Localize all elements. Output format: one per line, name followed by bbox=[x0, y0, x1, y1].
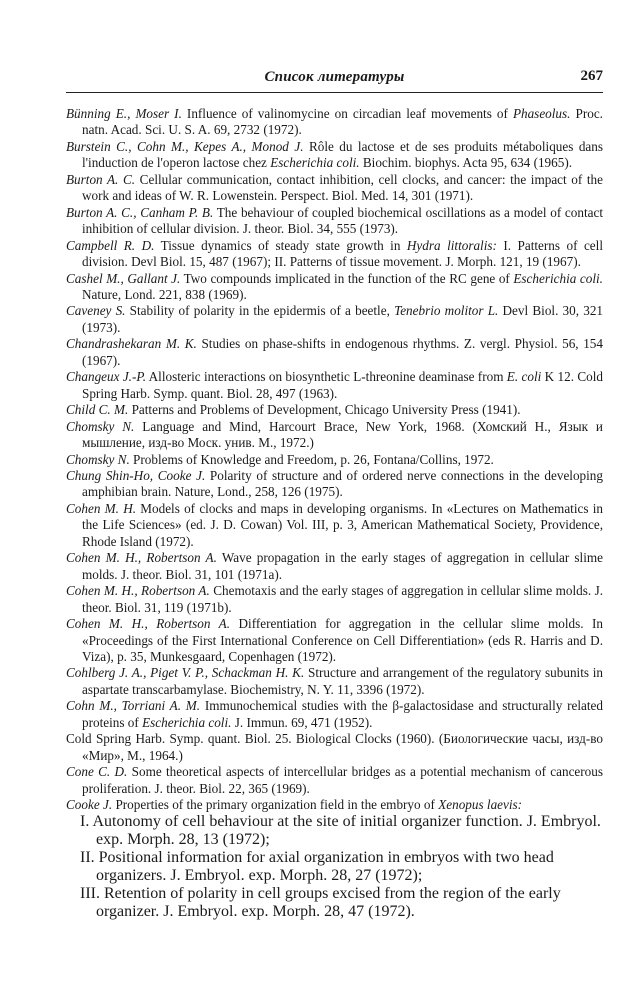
reference-entry: Cold Spring Harb. Symp. quant. Biol. 25. Biological Clocks (1960). (Биологические часы, изд-во «Мир», М., 1964.) bbox=[66, 731, 603, 763]
reference-entry: Caveney S. Stability of polarity in the epidermis of a beetle, Tenebrio molitor L. Devl Biol. 30, 321 (1973). bbox=[66, 303, 604, 335]
reference-entry: Cohen M. H., Robertson A. Wave propagation in the early stages of aggregation in cellular slime molds. J. theor. Biol. 31, 101 (1971a). bbox=[66, 550, 603, 582]
reference-entry: Chung Shin-Ho, Cooke J. Polarity of structure and of ordered nerve connections in the developing amphibian brain. Nature, Lond., 258, 126 (1975). bbox=[66, 467, 603, 500]
reference-entry: Cohn M., Torriani A. M. Immunochemical studies with the β-galactosidase and structurally related proteins of Escherichia coli. J. Immun. 69, 471 (1952). bbox=[66, 698, 603, 730]
reference-entry: Cohlberg J. A., Piget V. P., Schackman H. K. Structure and arrangement of the regulatory subunits in aspartate transcarbamylase. Biochemistry, N. Y. 11, 3396 (1972). bbox=[66, 665, 603, 697]
reference-entry: Bünning E., Moser I. Influence of valinomycine on circadian leaf movements of Phaseolus. Proc. natn. Acad. Sci. U. S. A. 69, 2732 (1972). bbox=[66, 106, 603, 138]
reference-entry: Cooke J. Properties of the primary organization field in the embryo of Xenopus laevis: bbox=[66, 797, 523, 813]
reference-entry: Cashel M., Gallant J. Two compounds implicated in the function of the RC gene of Escherichia coli. Nature, Lond. 221, 838 (1969). bbox=[66, 270, 603, 302]
reference-entry: Cohen M. H., Robertson A. Chemotaxis and the early stages of aggregation in cellular slime molds. J. theor. Biol. 31, 119 (1971b). bbox=[66, 583, 603, 615]
reference-entry: Chomsky N. Problems of Knowledge and Freedom, p. 26, Fontana/Collins, 1972. bbox=[66, 451, 494, 467]
reference-entry: Child C. M. Patterns and Problems of Development, Chicago University Press (1941). bbox=[66, 402, 521, 418]
reference-list bbox=[66, 106, 603, 921]
reference-entry: Burstein C., Cohn M., Kepes A., Monod J. Rôle du lactose et de ses produits métaboliques dans l'induction de l'operon lactose chez Escherichia coli. Biochim. biophys. Acta 95, 634 (1965). bbox=[66, 138, 603, 171]
reference-entry: Cohen M. H. Models of clocks and maps in developing organisms. In «Lectures on Mathematics in the Life Sciences» (ed. J. D. Cowan) Vol. III, p. 3, American Mathematical Society, Providence, Rhode Island (1972). bbox=[66, 500, 603, 549]
reference-entry: Chandrashekaran M. K. Studies on phase-shifts in endogenous rhythms. Z. vergl. Physiol. 56, 154 (1967). bbox=[66, 336, 603, 368]
reference-entry: Campbell R. D. Tissue dynamics of steady state growth in Hydra littoralis: I. Patterns of cell division. Devl Biol. 15, 487 (1967); II. Patterns of tissue movement. J. Morph. 121, 19 (1967). bbox=[66, 237, 603, 270]
reference-subpart: I. Autonomy of cell behaviour at the site of initial organizer function. J. Embryol. exp. Morph. 28, 13 (1972); bbox=[80, 813, 601, 849]
page-number: 267 bbox=[580, 68, 603, 84]
reference-entry: Cone C. D. Some theoretical aspects of intercellular bridges as a potential mechanism of cancerous proliferation. J. theor. Biol. 22, 365 (1969). bbox=[66, 764, 603, 796]
reference-subpart: III. Retention of polarity in cell groups excised from the region of the early organizer. J. Embryol. exp. Morph. 28, 47 (1972). bbox=[80, 885, 561, 921]
reference-subpart: II. Positional information for axial organization in embryos with two head organizers. J. Embryol. exp. Morph. 28, 27 (1972); bbox=[80, 849, 554, 885]
reference-entry: Burton A. C. Cellular communication, contact inhibition, cell clocks, and cancer: the impact of the work and ideas of W. R. Lowenstein. Perspect. Biol. Med. 14, 301 (1971). bbox=[66, 171, 603, 204]
reference-entry: Chomsky N. Language and Mind, Harcourt Brace, New York, 1968. (Хомский Н., Язык и мышление, изд-во Моск. унив. М., 1972.) bbox=[66, 418, 603, 451]
section-title: Список литературы bbox=[264, 69, 405, 85]
reference-entry: Cohen M. H., Robertson A. Differentiation for aggregation in the cellular slime molds. In «Proceedings of the First International Conference on Cell Differentiation» (eds R. Harris and D. Viza), p. 35, Munkesgaard, Copenhagen (1972). bbox=[66, 616, 603, 664]
reference-entry: Burton A. C., Canham P. B. The behaviour of coupled biochemical oscillations as a model of contact inhibition of cellular division. J. theor. Biol. 34, 555 (1973). bbox=[66, 204, 603, 237]
reference-entry: Changeux J.-P. Allosteric interactions on biosynthetic L-threonine deaminase from E. coli K 12. Cold Spring Harb. Symp. quant. Biol. 28, 497 (1963). bbox=[66, 369, 603, 401]
reference-subparts bbox=[66, 813, 603, 921]
running-header bbox=[66, 66, 603, 93]
